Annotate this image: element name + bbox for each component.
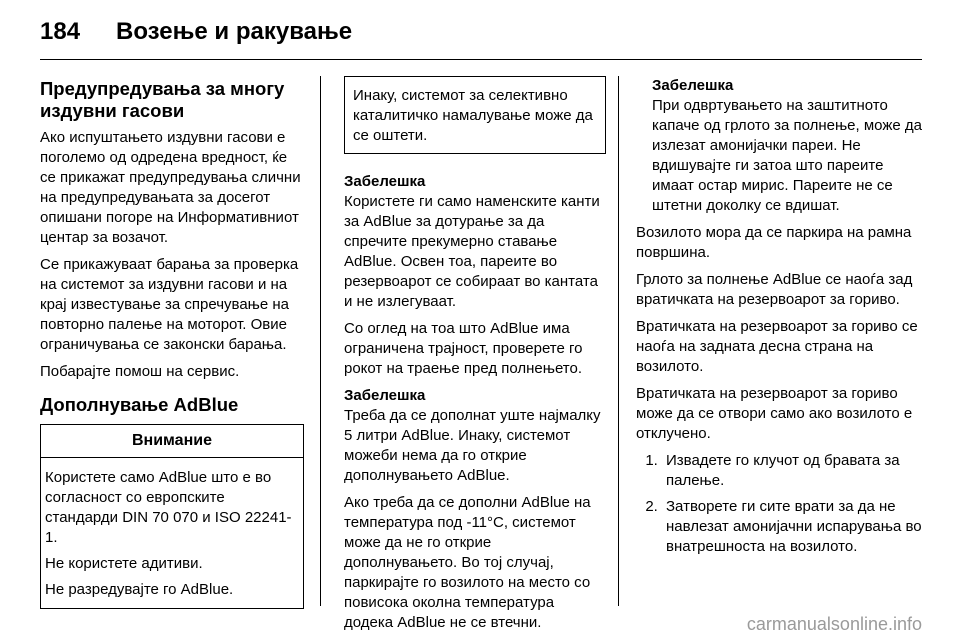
warning-title: Внимание [41, 425, 303, 458]
paragraph: Се прикажуваат барања за проверка на системот за издувни гасови и на крај известување за спречување на повторно палење на моторот. Овие ограничувања се законски барања. [40, 256, 299, 353]
note-title: Забелешка [652, 77, 734, 94]
note [636, 76, 926, 216]
header-rule [40, 59, 922, 60]
page-header [0, 0, 960, 60]
list-item: 1. Извадете го клучот од бравата за палење. [662, 451, 926, 491]
column-left [40, 76, 304, 609]
paragraph: Возилото мора да се паркира на рамна површина. [636, 224, 912, 261]
note-text: Треба да се дополнат уште најмалку 5 литри AdBlue. Инаку, системот можеби нема да го открие дополнувањето AdBlue. [344, 407, 601, 484]
column-right [636, 76, 926, 563]
paragraph: Ако треба да се дополни AdBlue на температура под -11°C, системот може да не го открие дополнувањето. Во тој случај, паркирајте го возилото на место со повисока околна температура додека AdBlue не се втечни. [344, 494, 591, 631]
page-title: Возење и ракување [116, 18, 353, 45]
warning-text: Не користете адитиви. [45, 555, 203, 572]
warning-body [41, 458, 303, 608]
warning-text: Не разредувајте го AdBlue. [45, 581, 234, 598]
note-text: Користете ги само наменските канти за AdBlue за дотурање за да спречите прекумерно ставање AdBlue. Освен тоа, пареите во резервоарот се собираат во кантата и не излегуваат. [344, 193, 600, 310]
note-text: При одвртувањето на заштитното капаче од грлото за полнење, може да излезат амонијачки пареи. Не вдишувајте ги затоа што пареите имаат остар мирис. Пареите не се штетни доколку се вдишат. [652, 97, 922, 214]
note-title: Забелешка [344, 387, 426, 404]
column-divider-2 [618, 76, 619, 606]
column-divider-1 [320, 76, 321, 606]
paragraph: Побарајте помош на сервис. [40, 363, 240, 380]
section-heading-adblue: Дополнување AdBlue [40, 394, 239, 415]
paragraph: Вратичката на резервоарот за гориво се наоѓа на задната десна страна на возилото. [636, 318, 918, 375]
paragraph: Грлото за полнење AdBlue се наоѓа зад вратичката на резервоарот за гориво. [636, 271, 913, 308]
steps-list [636, 451, 926, 557]
list-item: 2. Затворете ги сите врати за да не навлезат амонијачни испарувања во внатрешноста на возилото. [662, 497, 926, 557]
caution-text: Инаку, системот за селективно каталитичко намалување може да се оштети. [353, 87, 593, 144]
paragraph: Вратичката на резервоарот за гориво може да се отвори само ако возилото е отклучено. [636, 385, 913, 442]
column-middle [344, 76, 606, 640]
note [344, 172, 606, 312]
paragraph: Со оглед на тоа што AdBlue има ограничена трајност, проверете го рокот на траење пред полнењето. [344, 320, 583, 377]
note-title: Забелешка [344, 173, 426, 190]
section-heading-emissions: Предупредувања за многу издувни гасови [40, 78, 285, 121]
warning-box [40, 424, 304, 609]
caution-continuation-box [344, 76, 606, 154]
note [344, 386, 606, 486]
paragraph: Ако испуштањето издувни гасови е поголемо од одредена вредност, ќе се прикажат предупредувања слични на предупредувањата за досегот опишани погоре на Информативниот центар за возачот. [40, 129, 301, 246]
watermark: carmanualsonline.info [746, 614, 922, 634]
page-number: 184 [40, 18, 81, 45]
warning-text: Користете само AdBlue што е во согласност со европските стандарди DIN 70 070 и ISO 22241-1. [45, 469, 292, 546]
